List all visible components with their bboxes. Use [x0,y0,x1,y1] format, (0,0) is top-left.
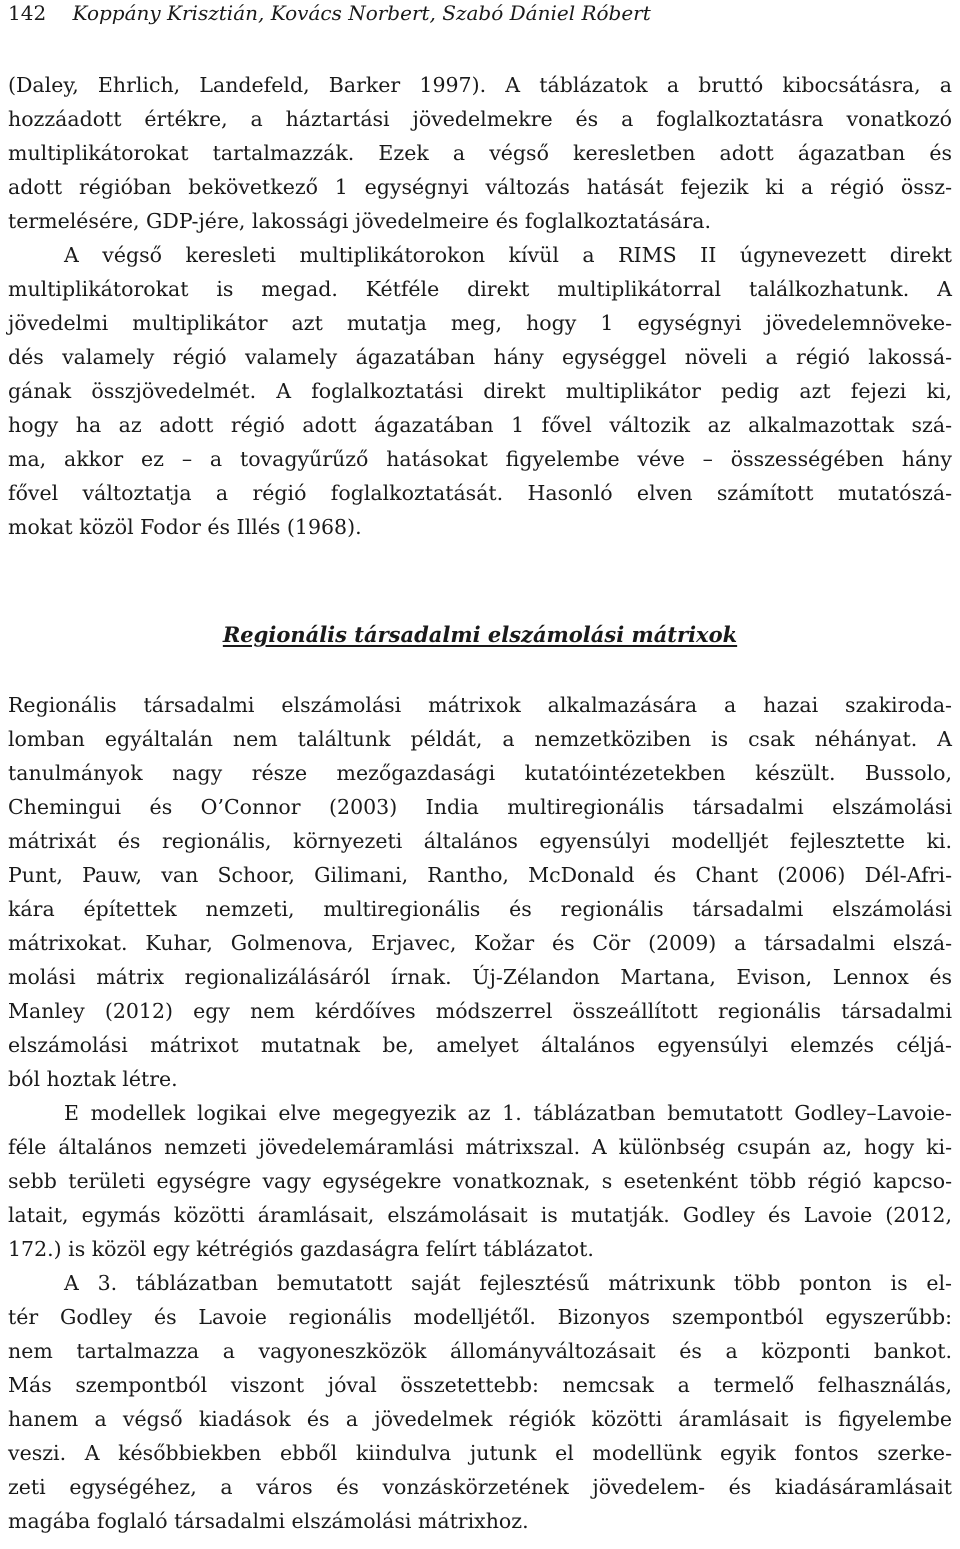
text-line: elszámolási mátrixot mutatnak be, amelyet általános egyensúlyi elemzés céljá- [8,1033,952,1057]
running-head [8,0,651,26]
running-head-authors: Koppány Krisztián, Kovács Norbert, Szabó Dániel Róbert [72,1,651,25]
text-line: Regionális társadalmi elszámolási mátrixok alkalmazására a hazai szakiroda- [8,693,952,717]
text-line: Más szempontból viszont jóval összetettebb: nemcsak a termelő felhasználás, [8,1373,952,1397]
text-line: molási mátrix regionalizálásáról írnak. Új-Zélandon Martana, Evison, Lennox és [8,965,952,989]
text-line: veszi. A későbbiekben ebből kiindulva jutunk el modellünk egyik fontos szerke- [8,1441,952,1465]
text-line: magába foglaló társadalmi elszámolási mátrixhoz. [8,1509,529,1533]
paragraph-godley-lavoie [8,1096,952,1266]
text-line: mátrixát és regionális, környezeti általános egyensúlyi modelljét fejlesztette ki. [8,829,952,853]
text-line: latait, egymás közötti áramlásait, elszámolásait is mutatják. Godley és Lavoie (2012, [8,1203,952,1227]
text-line: ma, akkor ez – a tovagyűrűző hatásokat figyelembe véve – összességében hány [8,447,952,471]
text-line: jövedelmi multiplikátor azt mutatja meg, hogy 1 egységnyi jövedelemnöveke- [8,311,952,335]
text-line: Manley (2012) egy nem kérdőíves módszerrel összeállított regionális társadalmi [8,999,952,1023]
text-line: multiplikátorokat tartalmazzák. Ezek a végső keresletben adott ágazatban és [8,141,952,165]
text-line: nem tartalmazza a vagyoneszközök állományváltozásait és a központi bankot. [8,1339,952,1363]
text-line: E modellek logikai elve megegyezik az 1. táblázatban bemutatott Godley–Lavoie- [64,1101,952,1125]
text-line: Chemingui és O’Connor (2003) India multiregionális társadalmi elszámolási [8,795,952,819]
text-line: tanulmányok nagy része mezőgazdasági kutatóintézetekben készült. Bussolo, [8,761,952,785]
text-line: Punt, Pauw, van Schoor, Gilimani, Rantho, McDonald és Chant (2006) Dél-Afri- [8,863,952,887]
text-line: mátrixokat. Kuhar, Golmenova, Erjavec, Kožar és Cör (2009) a társadalmi elszá- [8,931,952,955]
text-line: féle általános nemzeti jövedelemáramlási mátrixszal. A különbség csupán az, hogy ki- [8,1135,952,1159]
paragraph-intro [8,68,952,238]
text-line: tér Godley és Lavoie regionális modelljétől. Bizonyos szempontból egyszerűbb: [8,1305,952,1329]
text-line: hanem a végső kiadások és a jövedelmek régiók közötti áramlásait is figyelembe [8,1407,952,1431]
text-line: A 3. táblázatban bemutatott saját fejlesztésű mátrixunk több ponton is el- [64,1271,952,1295]
paragraph-direct-multipliers [8,238,952,544]
text-line: mokat közöl Fodor és Illés (1968). [8,515,362,539]
section-heading: Regionális társadalmi elszámolási mátrixok [222,622,738,647]
text-line: A végső keresleti multiplikátorokon kívül a RIMS II úgynevezett direkt [64,243,952,267]
text-line: hozzáadott értékre, a háztartási jövedelmekre és a foglalkoztatásra vonatkozó [8,107,952,131]
text-line: gának összjövedelmét. A foglalkoztatási direkt multiplikátor pedig azt fejezi ki, [8,379,952,403]
text-line: fővel változtatja a régió foglalkoztatását. Hasonló elven számított mutatószá- [8,481,952,505]
paragraph-own-matrix [8,1266,952,1538]
page-number: 142 [8,1,47,25]
text-line: adott régióban bekövetkező 1 egységnyi változás hatását fejezik ki a régió össz- [8,175,952,199]
paragraph-regional-sam [8,688,952,1096]
text-line: termelésére, GDP-jére, lakossági jövedelmeire és foglalkoztatására. [8,209,712,233]
text-line: 172.) is közöl egy kétrégiós gazdaságra felírt táblázatot. [8,1237,594,1261]
text-line: ból hoztak létre. [8,1067,178,1091]
text-line: lomban egyáltalán nem találtunk példát, a nemzetköziben is csak néhányat. A [8,727,952,751]
text-line: dés valamely régió valamely ágazatában hány egységgel növeli a régió lakossá- [8,345,952,369]
text-line: sebb területi egységre vagy egységekre vonatkoznak, s esetenként több régió kapcso- [8,1169,952,1193]
text-line: multiplikátorokat is megad. Kétféle direkt multiplikátorral találkozhatunk. A [8,277,952,301]
text-line: (Daley, Ehrlich, Landefeld, Barker 1997). A táblázatok a bruttó kibocsátásra, a [8,73,952,97]
text-line: zeti egységéhez, a város és vonzáskörzetének jövedelem- és kiadásáramlásait [8,1475,952,1499]
text-line: kára építettek nemzeti, multiregionális és regionális társadalmi elszámolási [8,897,952,921]
text-line: hogy ha az adott régió adott ágazatában 1 fővel változik az alkalmazottak szá- [8,413,952,437]
